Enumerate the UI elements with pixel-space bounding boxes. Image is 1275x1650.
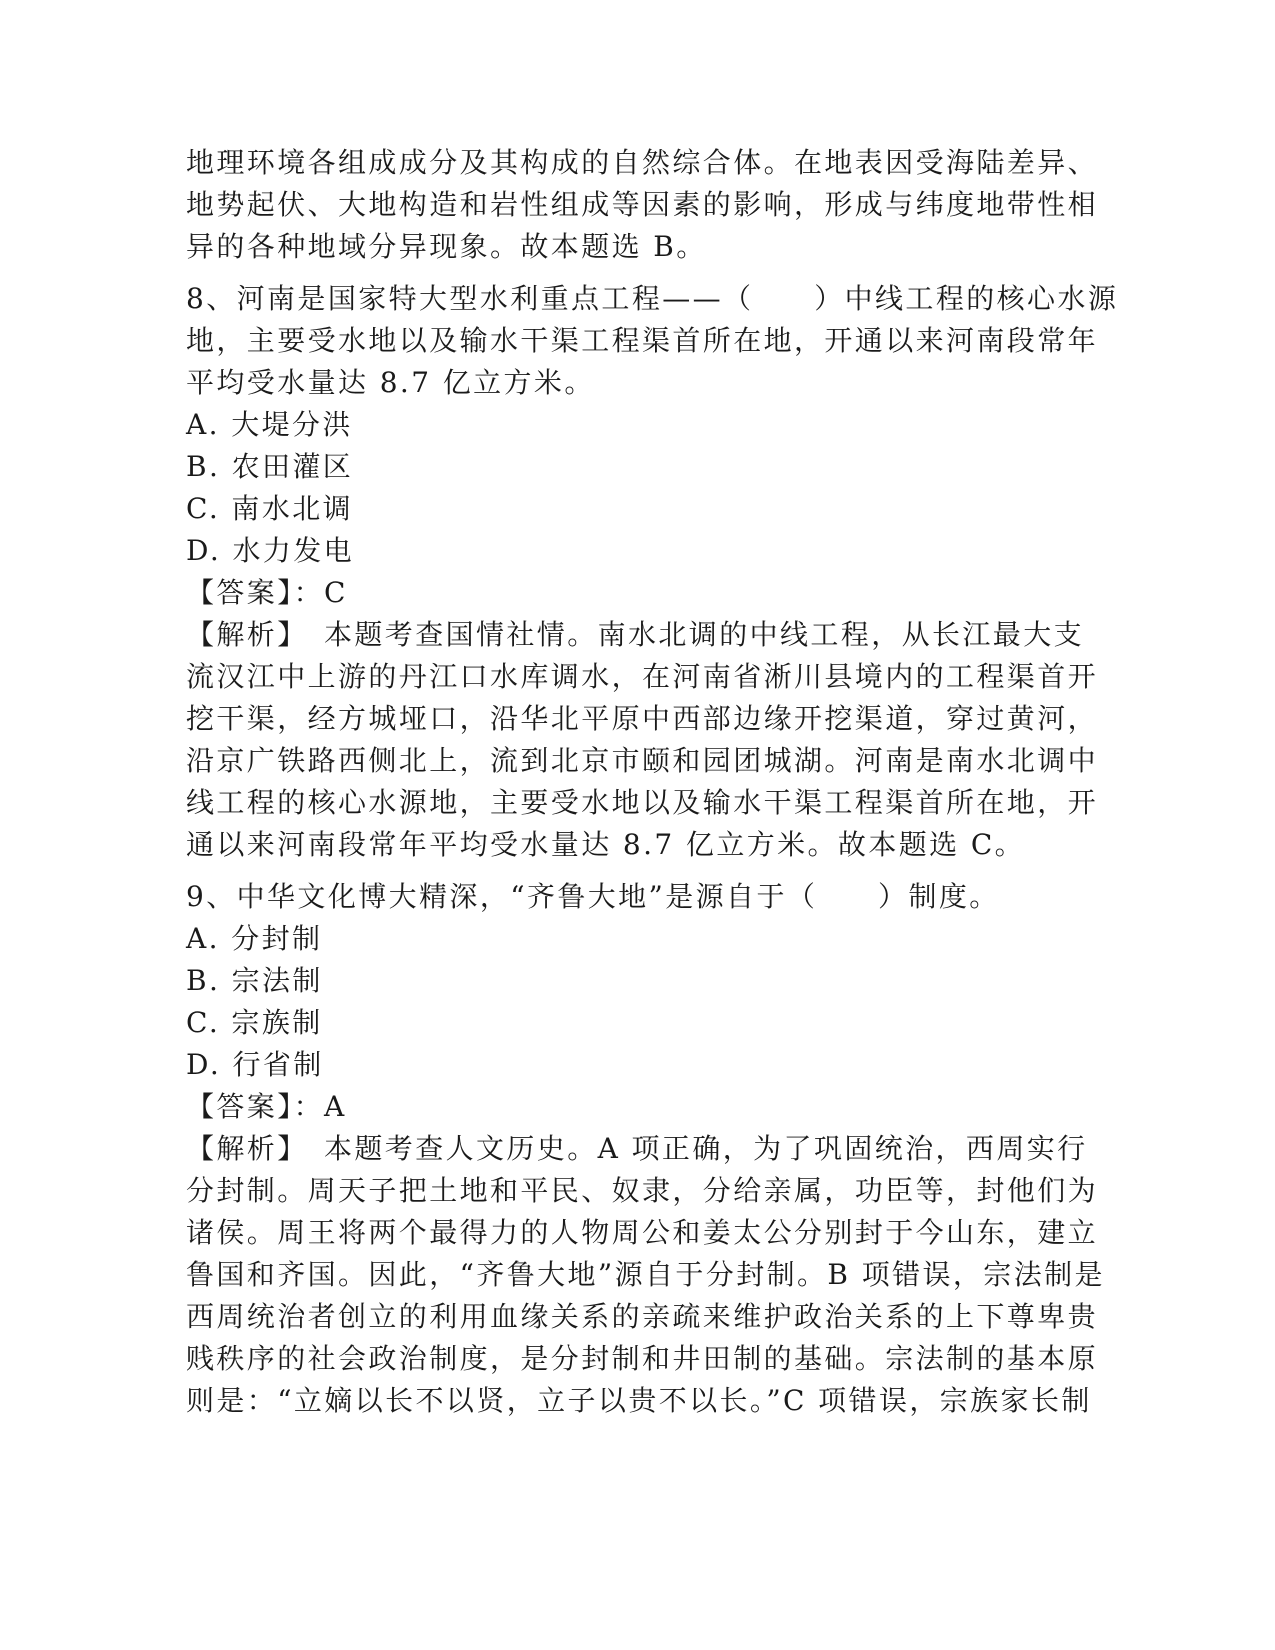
question-8-stem [186, 278, 1119, 404]
text-line: 8、河南是国家特大型水利重点工程——（ ）中线工程的核心水源 [186, 282, 1119, 315]
question-8 [186, 278, 1119, 866]
text-line: 通以来河南段常年平均受水量达 8.7 亿立方米。故本题选 C。 [186, 828, 1026, 861]
option-b: B. 宗法制 [186, 964, 323, 997]
option-b: B. 农田灌区 [186, 450, 354, 483]
text-line: 【解析】 本题考查人文历史。A 项正确，为了巩固统治，西周实行 [186, 1132, 1088, 1165]
text-line: 地理环境各组成成分及其构成的自然综合体。在地表因受海陆差异、 [186, 146, 1099, 179]
text-line: 则是：“立嫡以长不以贤，立子以贵不以长。”C 项错误，宗族家长制 [186, 1384, 1092, 1417]
text-line: 诸侯。周王将两个最得力的人物周公和姜太公分别封于今山东，建立 [186, 1216, 1099, 1249]
question-9 [186, 876, 1105, 1422]
text-line: 【解析】 本题考查国情社情。南水北调的中线工程，从长江最大支 [186, 618, 1085, 651]
question-9-analysis [186, 1128, 1105, 1422]
paragraph-gap [186, 866, 1086, 876]
text-line: 9、中华文化博大精深，“齐鲁大地”是源自于（ ）制度。 [186, 880, 1000, 913]
intro-paragraph [186, 142, 1099, 268]
question-8-options [186, 404, 1086, 572]
document-content [186, 142, 1119, 1422]
option-d: D. 水力发电 [186, 534, 355, 567]
text-line: 沿京广铁路西侧北上，流到北京市颐和园团城湖。河南是南水北调中 [186, 744, 1099, 777]
option-c: C. 宗族制 [186, 1006, 323, 1039]
option-a: A. 大堤分洪 [186, 408, 353, 441]
text-line: 鲁国和齐国。因此，“齐鲁大地”源自于分封制。B 项错误，宗法制是 [186, 1258, 1105, 1291]
answer-line: 【答案】：C [186, 576, 348, 609]
text-line: 异的各种地域分异现象。故本题选 B。 [186, 230, 707, 263]
paragraph-gap [186, 268, 1086, 278]
text-line: 西周统治者创立的利用血缘关系的亲疏来维护政治关系的上下尊卑贵 [186, 1300, 1099, 1333]
option-a: A. 分封制 [186, 922, 323, 955]
text-line: 平均受水量达 8.7 亿立方米。 [186, 366, 595, 399]
option-d: D. 行省制 [186, 1048, 324, 1081]
answer-line: 【答案】：A [186, 1090, 347, 1123]
text-line: 挖干渠，经方城垭口，沿华北平原中西部边缘开挖渠道，穿过黄河， [186, 702, 1099, 735]
text-line: 分封制。周天子把土地和平民、奴隶，分给亲属，功臣等，封他们为 [186, 1174, 1099, 1207]
text-line: 地，主要受水地以及输水干渠工程渠首所在地，开通以来河南段常年 [186, 324, 1099, 357]
question-8-analysis [186, 614, 1099, 866]
option-c: C. 南水北调 [186, 492, 354, 525]
text-line: 地势起伏、大地构造和岩性组成等因素的影响，形成与纬度地带性相 [186, 188, 1099, 221]
question-9-options [186, 918, 1086, 1086]
text-line: 线工程的核心水源地，主要受水地以及输水干渠工程渠首所在地，开 [186, 786, 1099, 819]
text-line: 贱秩序的社会政治制度，是分封制和井田制的基础。宗法制的基本原 [186, 1342, 1099, 1375]
question-9-stem [186, 876, 1086, 918]
text-line: 流汉江中上游的丹江口水库调水，在河南省淅川县境内的工程渠首开 [186, 660, 1099, 693]
